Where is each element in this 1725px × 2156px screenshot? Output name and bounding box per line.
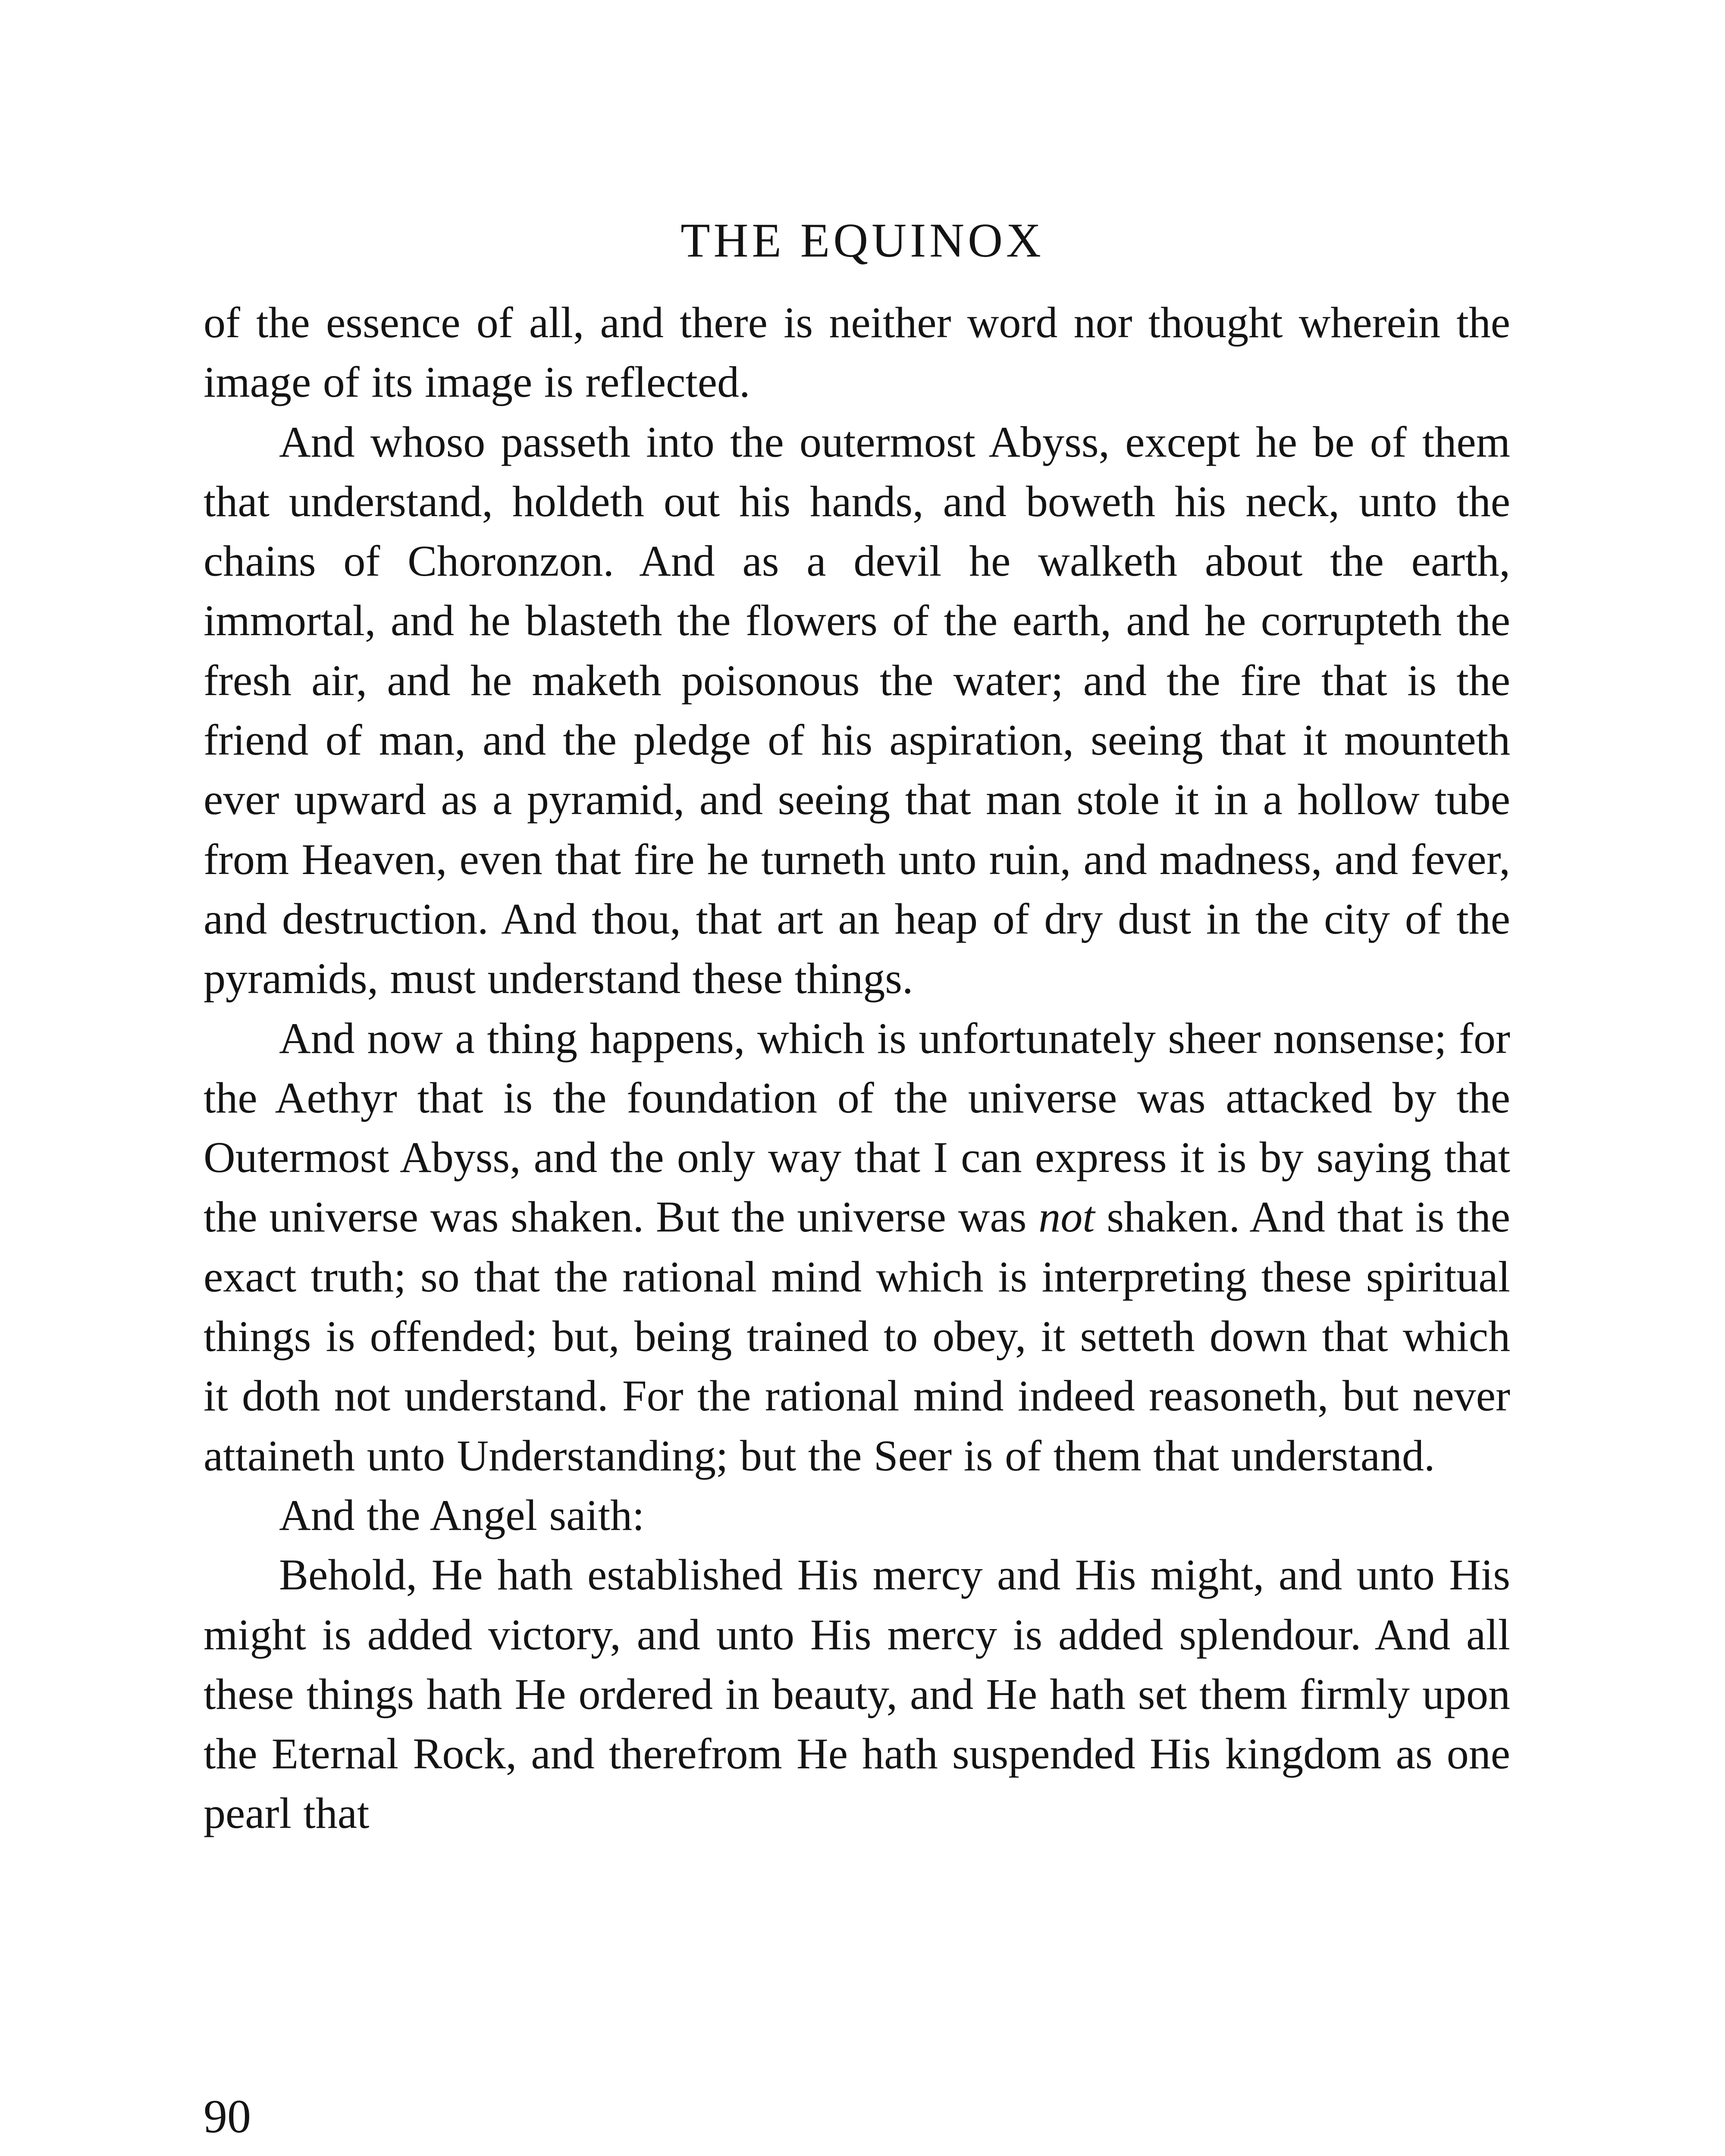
- paragraph-nonsense: [204, 1009, 1510, 1486]
- body-text: [204, 293, 1510, 1844]
- emphasis-not: not: [1038, 1193, 1095, 1242]
- paragraph-angel-saith: And the Angel saith:: [279, 1491, 645, 1540]
- paragraph-angel-speech: Behold, He hath established His mercy and His might, and unto His might is added victory, and unto His mercy is added splendour. And all these things hath He ordered in beauty, and He hath set them firmly upon the Eternal Rock, and therefrom He hath suspended His kingdom as one pearl that: [204, 1551, 1510, 1838]
- paragraph-text-after-emphasis: shaken. And that is the exact truth; so that the rational mind which is interpreting these spiritual things is offended; but, being trained to obey, it setteth down that which it doth not understand. For the rational mind indeed reasoneth, but never attaineth unto Understanding; but the Seer is of them that understand.: [204, 1193, 1510, 1480]
- paragraph-continuation: of the essence of all, and there is neither word nor thought wherein the image of its image is reflected.: [204, 298, 1510, 407]
- paragraph-abyss: And whoso passeth into the outermost Abyss, except he be of them that understand, holdeth out his hands, and boweth his neck, unto the chains of Choronzon. And as a devil he walketh about the earth, immortal, and he blasteth the flowers of the earth, and he corrupteth the fresh air, and he maketh poisonous the water; and the fire that is the friend of man, and the pledge of his aspiration, seeing that it mounteth ever upward as a pyramid, and seeing that man stole it in a hollow tube from Heaven, even that fire he turneth unto ruin, and madness, and fever, and destruction. And thou, that art an heap of dry dust in the city of the pyramids, must understand these things.: [204, 417, 1510, 1003]
- running-title: THE EQUINOX: [681, 214, 1044, 267]
- page-number: 90: [204, 2090, 251, 2143]
- paragraph-text-before-emphasis: And now a thing happens, which is unfortunately sheer nonsense; for the Aethyr that is the foundation of the universe was attacked by the Outermost Abyss, and the only way that I can express it is by saying that the universe was shaken. But the universe was: [204, 1014, 1510, 1242]
